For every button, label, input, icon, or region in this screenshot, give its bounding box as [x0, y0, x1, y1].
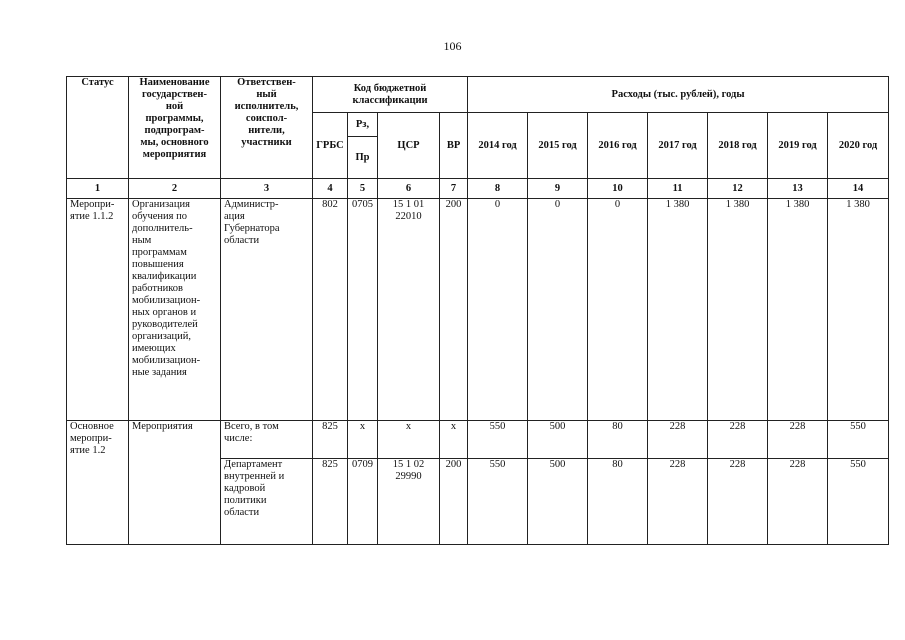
header-expenses: Расходы (тыс. рублей), годы [468, 77, 889, 113]
col-number: 1 [67, 179, 129, 199]
col-number: 6 [378, 179, 440, 199]
row-executor: Департамент внутренней и кадровой политики области [221, 459, 313, 545]
col-number: 8 [468, 179, 528, 199]
col-number: 4 [313, 179, 348, 199]
row-value-2016: 80 [588, 421, 648, 459]
row-value-2016: 80 [588, 459, 648, 545]
header-year-2019: 2019 год [768, 113, 828, 179]
row-value-2020: 1 380 [828, 199, 889, 421]
col-number: 9 [528, 179, 588, 199]
header-status: Статус [67, 77, 129, 179]
budget-table [66, 76, 889, 545]
header-year-2017: 2017 год [648, 113, 708, 179]
col-number: 12 [708, 179, 768, 199]
header-budget-code: Код бюджетной классификации [313, 77, 468, 113]
row-value-2016: 0 [588, 199, 648, 421]
col-number: 7 [440, 179, 468, 199]
header-vr: ВР [440, 113, 468, 179]
row-vr: 200 [440, 199, 468, 421]
page-number: 106 [443, 39, 462, 53]
row-value-2020: 550 [828, 459, 889, 545]
row-value-2014: 550 [468, 459, 528, 545]
row-grbs: 825 [313, 459, 348, 545]
header-row-1 [67, 77, 889, 113]
header-grbs: ГРБС [313, 113, 348, 179]
row-value-2019: 1 380 [768, 199, 828, 421]
row-name: Организация обучения по дополнитель- ным программам повышения квалификации работников мобилизацион- ных органов и руководителей организаций, имеющих мобилизацион- ные задания [129, 199, 221, 421]
row-csr: х [378, 421, 440, 459]
col-number: 2 [129, 179, 221, 199]
row-name: Мероприятия [129, 421, 221, 545]
row-value-2017: 228 [648, 421, 708, 459]
header-pr: Пр [348, 137, 378, 179]
row-value-2020: 550 [828, 421, 889, 459]
row-status: Основное меропри- ятие 1.2 [67, 421, 129, 545]
header-year-2018: 2018 год [708, 113, 768, 179]
row-value-2014: 550 [468, 421, 528, 459]
row-value-2019: 228 [768, 459, 828, 545]
col-number: 3 [221, 179, 313, 199]
col-number: 10 [588, 179, 648, 199]
row-status: Меропри- ятие 1.1.2 [67, 199, 129, 421]
row-vr: 200 [440, 459, 468, 545]
row-value-2018: 1 380 [708, 199, 768, 421]
header-executor: Ответствен- ный исполнитель, соиспол- нители, участники [221, 77, 313, 179]
row-value-2019: 228 [768, 421, 828, 459]
col-number: 13 [768, 179, 828, 199]
col-number: 11 [648, 179, 708, 199]
row-executor: Всего, в том числе: [221, 421, 313, 459]
row-value-2015: 500 [528, 459, 588, 545]
col-number: 5 [348, 179, 378, 199]
row-csr: 15 1 02 29990 [378, 459, 440, 545]
col-number: 14 [828, 179, 889, 199]
table-row [67, 199, 889, 421]
header-year-2016: 2016 год [588, 113, 648, 179]
row-executor: Администр- ация Губернатора области [221, 199, 313, 421]
row-value-2014: 0 [468, 199, 528, 421]
row-grbs: 802 [313, 199, 348, 421]
row-rzpr: х [348, 421, 378, 459]
row-value-2018: 228 [708, 421, 768, 459]
table-row [67, 421, 889, 459]
row-rzpr: 0709 [348, 459, 378, 545]
header-name: Наименование государствен- ной программы, подпрограм- мы, основного мероприятия [129, 77, 221, 179]
header-year-2014: 2014 год [468, 113, 528, 179]
row-value-2017: 228 [648, 459, 708, 545]
row-vr: х [440, 421, 468, 459]
row-rzpr: 0705 [348, 199, 378, 421]
row-grbs: 825 [313, 421, 348, 459]
row-value-2018: 228 [708, 459, 768, 545]
row-csr: 15 1 01 22010 [378, 199, 440, 421]
column-number-row [67, 179, 889, 199]
row-value-2015: 500 [528, 421, 588, 459]
row-value-2015: 0 [528, 199, 588, 421]
header-csr: ЦСР [378, 113, 440, 179]
header-rz: Рз, [348, 113, 378, 137]
row-value-2017: 1 380 [648, 199, 708, 421]
header-year-2020: 2020 год [828, 113, 889, 179]
header-year-2015: 2015 год [528, 113, 588, 179]
